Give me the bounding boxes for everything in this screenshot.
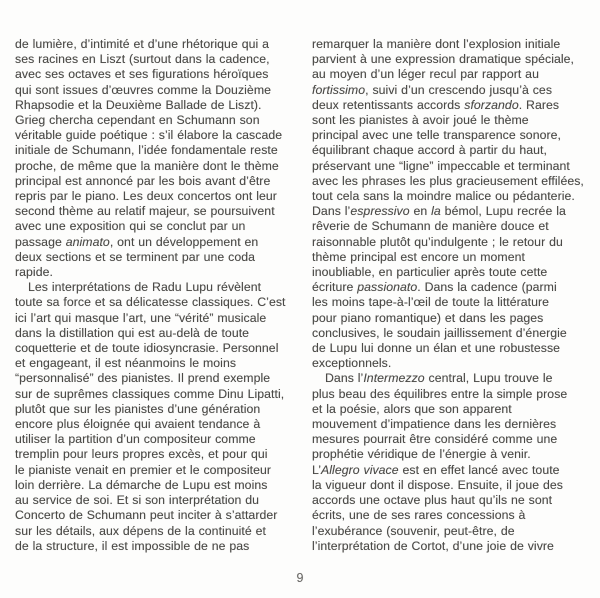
text-line: proche, de même que la manière dont le thème bbox=[15, 158, 279, 173]
text-line: L’Allegro vivace est en effet lancé avec toute bbox=[312, 462, 560, 477]
text-line: avec une exposition qui se conclut par un bbox=[15, 219, 246, 234]
text-line: le pianiste venait en premier et le compositeur bbox=[15, 462, 271, 477]
text-line: tout cela sans la moindre malice ou pédanterie. bbox=[312, 189, 575, 204]
text-line: Dans l’espressivo en la bémol, Lupu recrée la bbox=[312, 204, 566, 219]
text-line: deux retentissants accords sforzando. Rares bbox=[312, 97, 560, 112]
text-line: dans la distillation qui est au-delà de toute bbox=[15, 325, 250, 340]
text-line: deux sections et se terminent par une coda bbox=[15, 249, 256, 264]
text-line: conclusives, le soudain jaillissement d’énergie bbox=[312, 325, 567, 340]
text-line: écrits, une de ses rares concessions à bbox=[312, 508, 526, 523]
text-line: de la structure, il est impossible de ne pas bbox=[15, 538, 250, 553]
text-line: remarquer la manière dont l’explosion initiale bbox=[312, 37, 561, 51]
text-line: sur les détails, aux dépens de la continuité et bbox=[15, 523, 266, 538]
text-line: au service de soi. Et si son interprétation du bbox=[15, 493, 260, 508]
text-line: principal est annoncé par les bois avant d’être bbox=[15, 173, 271, 188]
text-line: de Lupu lui donne un élan et une robustesse bbox=[312, 341, 561, 356]
text-line: sur de suprêmes classiques comme Dinu Lipatti, bbox=[15, 386, 285, 401]
text-line: loin derrière. La démarche de Lupu est moins bbox=[15, 477, 268, 492]
text-line: et engageant, il est néanmoins le moins bbox=[15, 356, 237, 371]
page-number: 9 bbox=[296, 571, 304, 585]
text-line: pour piano romantique) et dans les pages bbox=[312, 310, 544, 325]
text-line: véritable guide poétique : s’il élabore la cascade bbox=[15, 128, 283, 143]
text-line: parvient à une expression dramatique spéciale, bbox=[312, 52, 575, 67]
paragraph bbox=[15, 37, 293, 280]
text-line: prophétie véridique de l’énergie à venir. bbox=[312, 447, 531, 462]
paragraph bbox=[312, 37, 590, 371]
text-line: ici l’art qui masque l’art, une “vérité” musicale bbox=[15, 310, 267, 325]
text-line: les moins tape-à-l’œil de toute la littérature bbox=[312, 295, 550, 310]
text-column-left bbox=[15, 37, 293, 554]
text-column-right bbox=[312, 37, 590, 554]
text-line: coquetterie et de toute idiosyncrasie. Personnel bbox=[15, 341, 279, 356]
text-line: Grieg chercha cependant en Schumann son bbox=[15, 113, 260, 128]
text-line: initiale de Schumann, l’idée fondamentale reste bbox=[15, 143, 278, 158]
paragraph bbox=[312, 371, 590, 553]
text-line: et la poésie, alors que son apparent bbox=[312, 401, 512, 416]
text-line: accords une octave plus haut qu’ils ne sont bbox=[312, 493, 553, 508]
text-line: écriture passionato. Dans la cadence (parmi bbox=[312, 280, 557, 295]
text-line: second thème au relatif majeur, se poursuivent bbox=[15, 204, 275, 219]
text-line: Rhapsodie et la Deuxième Ballade de Liszt). bbox=[15, 97, 262, 112]
text-line: Concerto de Schumann peut inciter à s’attarder bbox=[15, 508, 278, 523]
text-line: toute sa force et sa délicatesse classiques. C’est bbox=[15, 295, 286, 310]
text-line: thème principal est encore un moment bbox=[312, 249, 525, 264]
text-line: principal avec une telle transparence sonore, bbox=[312, 128, 561, 143]
text-line: sont les pianistes à avoir joué le thème bbox=[312, 113, 529, 128]
text-line: équilibrant chaque accord à partir du haut, bbox=[312, 143, 547, 158]
text-line: plutôt que sur les pianistes d’une génération bbox=[15, 401, 261, 416]
text-line: passage animato, ont un développement en bbox=[15, 234, 259, 249]
text-line: au moyen d’un léger recul par rapport au bbox=[312, 67, 539, 82]
text-line: avec les phrases les plus gracieusement effilées, bbox=[312, 173, 584, 188]
text-line: encore plus éloignée qui avaient tendance à bbox=[15, 417, 261, 432]
text-line: repris par le piano. Les deux concertos ont leur bbox=[15, 189, 277, 204]
text-line: plus beau des équilibres entre la simple prose bbox=[312, 386, 568, 401]
text-line: qui sont issues d’œuvres comme la Douzième bbox=[15, 82, 271, 97]
text-line: avec ses octaves et ses figurations héroïques bbox=[15, 67, 269, 82]
text-line: de lumière, d’intimité et d’une rhétorique qui a bbox=[15, 37, 270, 51]
text-line: ses racines en Liszt (surtout dans la cadence, bbox=[15, 52, 270, 67]
text-line: fortissimo, suivi d’un crescendo jusqu’à ces bbox=[312, 82, 553, 97]
text-line: l’interprétation de Cortot, d’une joie de vivre bbox=[312, 538, 554, 553]
text-line: l’exubérance (souvenir, peut-être, de bbox=[312, 523, 515, 538]
text-line: Dans l’Intermezzo central, Lupu trouve le bbox=[325, 371, 553, 386]
text-line: tremplin pour leurs propres excès, et pour qui bbox=[15, 447, 268, 462]
paragraph bbox=[15, 280, 293, 554]
text-line: mesures pourrait être considéré comme une bbox=[312, 432, 558, 447]
text-line: inoubliable, en particulier après toute cette bbox=[312, 265, 548, 280]
text-line: préservant une “ligne” impeccable et terminant bbox=[312, 158, 570, 173]
text-line: utiliser la partition d’un compositeur comme bbox=[15, 432, 256, 447]
text-line: exceptionnels. bbox=[312, 356, 392, 371]
text-line: raisonnable plutôt qu’indulgente ; le retour du bbox=[312, 234, 563, 249]
text-line: rapide. bbox=[15, 265, 53, 280]
text-line: mouvement d’impatience dans les dernières bbox=[312, 417, 557, 432]
text-line: Les interprétations de Radu Lupu révèlent bbox=[28, 280, 262, 295]
text-line: “personnalisé” des pianistes. Il prend exemple bbox=[15, 371, 271, 386]
text-line: rêverie de Schumann de manière douce et bbox=[312, 219, 549, 234]
text-line: la vigueur dont il dispose. Ensuite, il joue des bbox=[312, 477, 564, 492]
